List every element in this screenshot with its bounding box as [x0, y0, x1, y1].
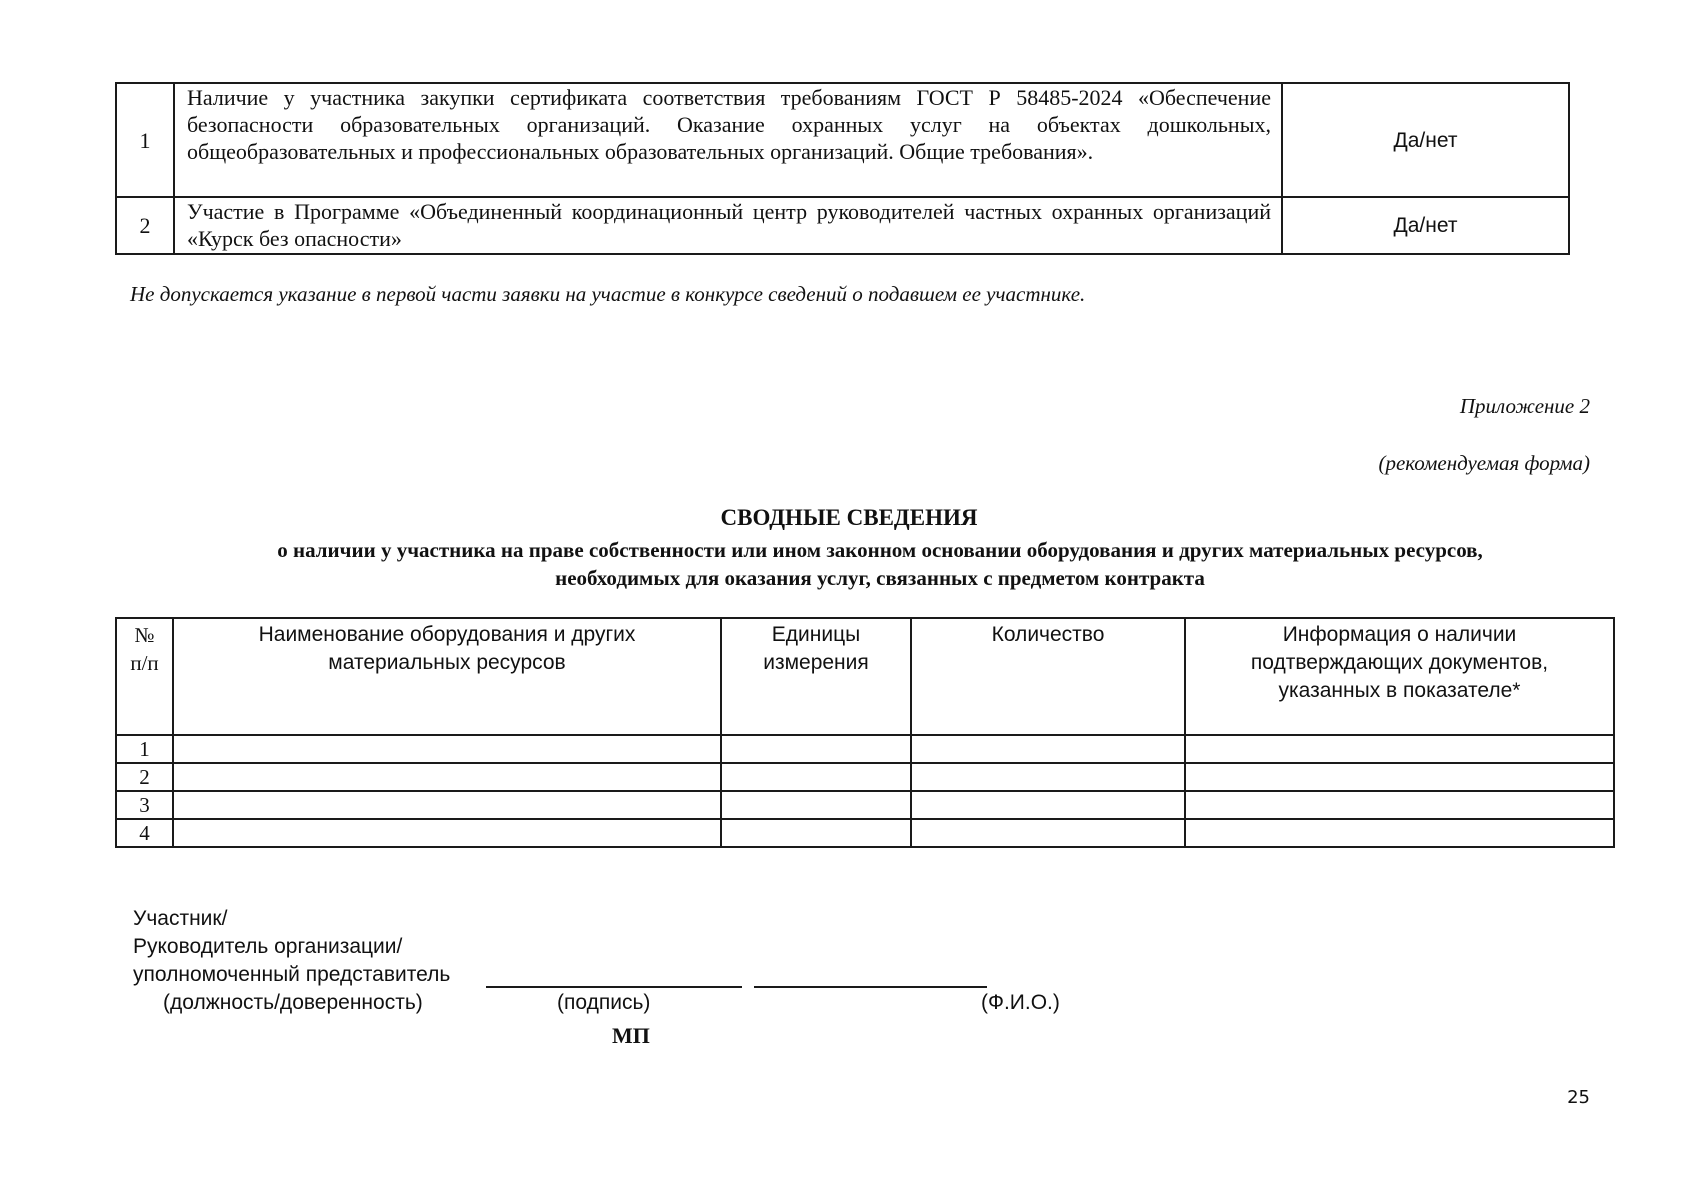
stamp-placeholder: МП	[612, 1023, 650, 1048]
position-caption: (должность/доверенность)	[163, 991, 423, 1014]
header-unit: Единицы измерения	[721, 618, 911, 735]
form-type-label: (рекомендуемая форма)	[1378, 451, 1590, 475]
cell-info	[1185, 735, 1614, 763]
signature-label-participant: Участник/	[133, 907, 228, 930]
cell-unit	[721, 735, 911, 763]
cell-quantity	[911, 763, 1185, 791]
signature-label-representative: уполномоченный представитель	[133, 963, 451, 986]
cell-unit	[721, 819, 911, 847]
signature-caption: (подпись)	[557, 991, 651, 1014]
cell-name	[173, 735, 721, 763]
cell-quantity	[911, 819, 1185, 847]
row-number: 3	[116, 791, 173, 819]
cell-quantity	[911, 735, 1185, 763]
row-number: 2	[116, 197, 174, 254]
cell-info	[1185, 763, 1614, 791]
appendix-label: Приложение 2	[1459, 394, 1590, 418]
subtitle-line: о наличии у участника на праве собственности или ином законном основании оборудования и других материальных ресурсов,	[277, 538, 1483, 562]
header-quantity: Количество	[911, 618, 1185, 735]
criteria-table	[115, 82, 1570, 255]
header-name: Наименование оборудования и других материальных ресурсов	[173, 618, 721, 735]
table-row	[116, 791, 1614, 819]
cell-name	[173, 791, 721, 819]
header-row	[116, 618, 1614, 735]
row-number: 2	[116, 763, 173, 791]
page-number: 25	[1567, 1087, 1590, 1108]
row-number: 1	[116, 83, 174, 197]
criterion-answer: Да/нет	[1282, 83, 1569, 197]
resources-table	[115, 617, 1615, 848]
cell-unit	[721, 791, 911, 819]
header-info: Информация о наличии подтверждающих документов, указанных в показателе*	[1185, 618, 1614, 735]
table-row	[116, 83, 1569, 197]
name-line	[754, 986, 987, 988]
name-caption: (Ф.И.О.)	[981, 991, 1060, 1014]
signature-label-head: Руководитель организации/	[133, 935, 403, 958]
row-number: 1	[116, 735, 173, 763]
disclosure-note: Не допускается указание в первой части заявки на участие в конкурсе сведений о подавшем ее участнике.	[130, 282, 1086, 306]
cell-info	[1185, 791, 1614, 819]
section-title: СВОДНЫЕ СВЕДЕНИЯ	[720, 505, 978, 530]
section-subtitle	[160, 536, 1600, 592]
criterion-text: Наличие у участника закупки сертификата соответствия требованиям ГОСТ Р 58485-2024 «Обеспечение безопасности образовательных организаций. Оказание охранных услуг на объектах дошкольных, общеобразовательных и профессиональных образовательных организаций. Общие требования».	[174, 83, 1282, 197]
criterion-answer: Да/нет	[1282, 197, 1569, 254]
cell-name	[173, 819, 721, 847]
signature-line	[486, 986, 742, 988]
table-row	[116, 197, 1569, 254]
criterion-text: Участие в Программе «Объединенный координационный центр руководителей частных охранных организаций «Курск без опасности»	[174, 197, 1282, 254]
table-row	[116, 819, 1614, 847]
header-num: № п/п	[116, 618, 173, 735]
cell-quantity	[911, 791, 1185, 819]
cell-name	[173, 763, 721, 791]
cell-info	[1185, 819, 1614, 847]
table-row	[116, 735, 1614, 763]
row-number: 4	[116, 819, 173, 847]
table-row	[116, 763, 1614, 791]
subtitle-line: необходимых для оказания услуг, связанных с предметом контракта	[555, 566, 1205, 590]
cell-unit	[721, 763, 911, 791]
